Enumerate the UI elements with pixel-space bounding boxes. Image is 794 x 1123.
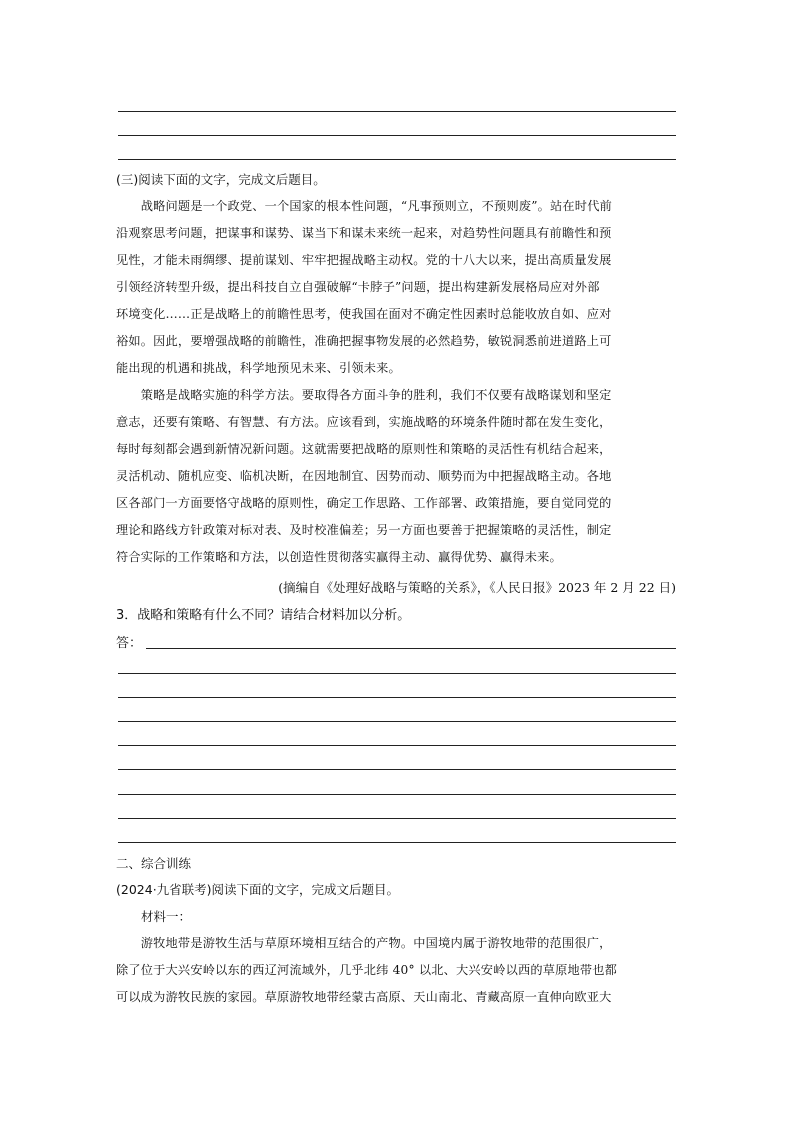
answer-line[interactable] — [118, 842, 676, 843]
passage-line: 区各部门一方面要恪守战略的原则性，确定工作思路、工作部署、政策措施，要自觉同党的 — [116, 496, 612, 510]
passage-line: 除了位于大兴安岭以东的西辽河流域外，几乎北纬 40° 以北、大兴安岭以西的草原地带也都 — [116, 963, 618, 977]
answer-line[interactable] — [118, 673, 676, 674]
passage-line: 裕如。因此，要增强战略的前瞻性，准确把握事物发展的必然趋势，敏锐洞悉前进道路上可 — [116, 334, 612, 348]
answer-line[interactable] — [118, 818, 676, 819]
answer-line[interactable] — [118, 745, 676, 746]
question-text: 战略和策略有什么不同？请结合材料加以分析。 — [137, 608, 411, 623]
blank-line — [118, 135, 676, 136]
passage-line: 环境变化……正是战略上的前瞻性思考，使我国在面对不确定性因素时总能收放自如、应对 — [116, 307, 612, 321]
passage-line: 灵活机动、随机应变、临机决断，在因地制宜、因势而动、顺势而为中把握战略主动。各地 — [116, 469, 612, 483]
section-2-heading: 二、综合训练 — [116, 856, 192, 871]
passage-line: 引领经济转型升级，提出科技自立自强破解“卡脖子”问题，提出构建新发展格局应对外部 — [116, 280, 600, 294]
passage-line: 战略问题是一个政党、一个国家的根本性问题，“凡事预则立，不预则废”。站在时代前 — [116, 199, 612, 213]
blank-line — [118, 111, 676, 112]
passage-line: 沿观察思考问题，把谋事和谋势、谋当下和谋未来统一起来，对趋势性问题具有前瞻性和预 — [116, 226, 612, 240]
material-label: 材料一： — [116, 909, 192, 924]
answer-line[interactable] — [118, 697, 676, 698]
question-3 — [116, 604, 410, 623]
passage-line: 每时每刻都会遇到新情况新问题。这就需要把战略的原则性和策略的灵活性有机结合起来， — [116, 442, 612, 456]
answer-line[interactable] — [118, 769, 676, 770]
question-number: 3． — [116, 608, 138, 623]
answer-line[interactable] — [118, 794, 676, 795]
answer-label: 答： — [116, 636, 143, 651]
answer-line[interactable] — [118, 721, 676, 722]
blank-line — [118, 159, 676, 160]
passage-line: 游牧地带是游牧生活与草原环境相互结合的产物。中国境内属于游牧地带的范围很广， — [116, 936, 612, 950]
passage-line: 符合实际的工作策略和方法，以创造性贯彻落实赢得主动、赢得优势、赢得未来。 — [116, 550, 562, 564]
section-2-instruction: (2024·九省联考)阅读下面的文字，完成文后题目。 — [116, 882, 400, 897]
section-3-heading: (三)阅读下面的文字，完成文后题目。 — [116, 172, 326, 187]
passage-line: 理论和路线方针政策对标对表、及时校准偏差；另一方面也要善于把握策略的灵活性，制定 — [116, 523, 612, 537]
answer-line[interactable] — [146, 648, 676, 649]
passage-line: 能出现的机遇和挑战，科学地预见未来、引领未来。 — [116, 361, 401, 375]
passage-line: 可以成为游牧民族的家园。草原游牧地带经蒙古高原、天山南北、青藏高原一直伸向欧亚大 — [116, 990, 612, 1004]
source-citation: (摘编自《处理好战略与策略的关系》，《人民日报》2023 年 2 月 22 日) — [278, 580, 676, 595]
passage-line: 见性，才能未雨绸缪、提前谋划、牢牢把握战略主动权。党的十八大以来，提出高质量发展 — [116, 253, 612, 267]
passage-line: 意志，还要有策略、有智慧、有方法。应该看到，实施战略的环境条件随时都在发生变化， — [116, 415, 612, 429]
passage-line: 策略是战略实施的科学方法。要取得各方面斗争的胜利，我们不仅要有战略谋划和坚定 — [116, 388, 612, 402]
